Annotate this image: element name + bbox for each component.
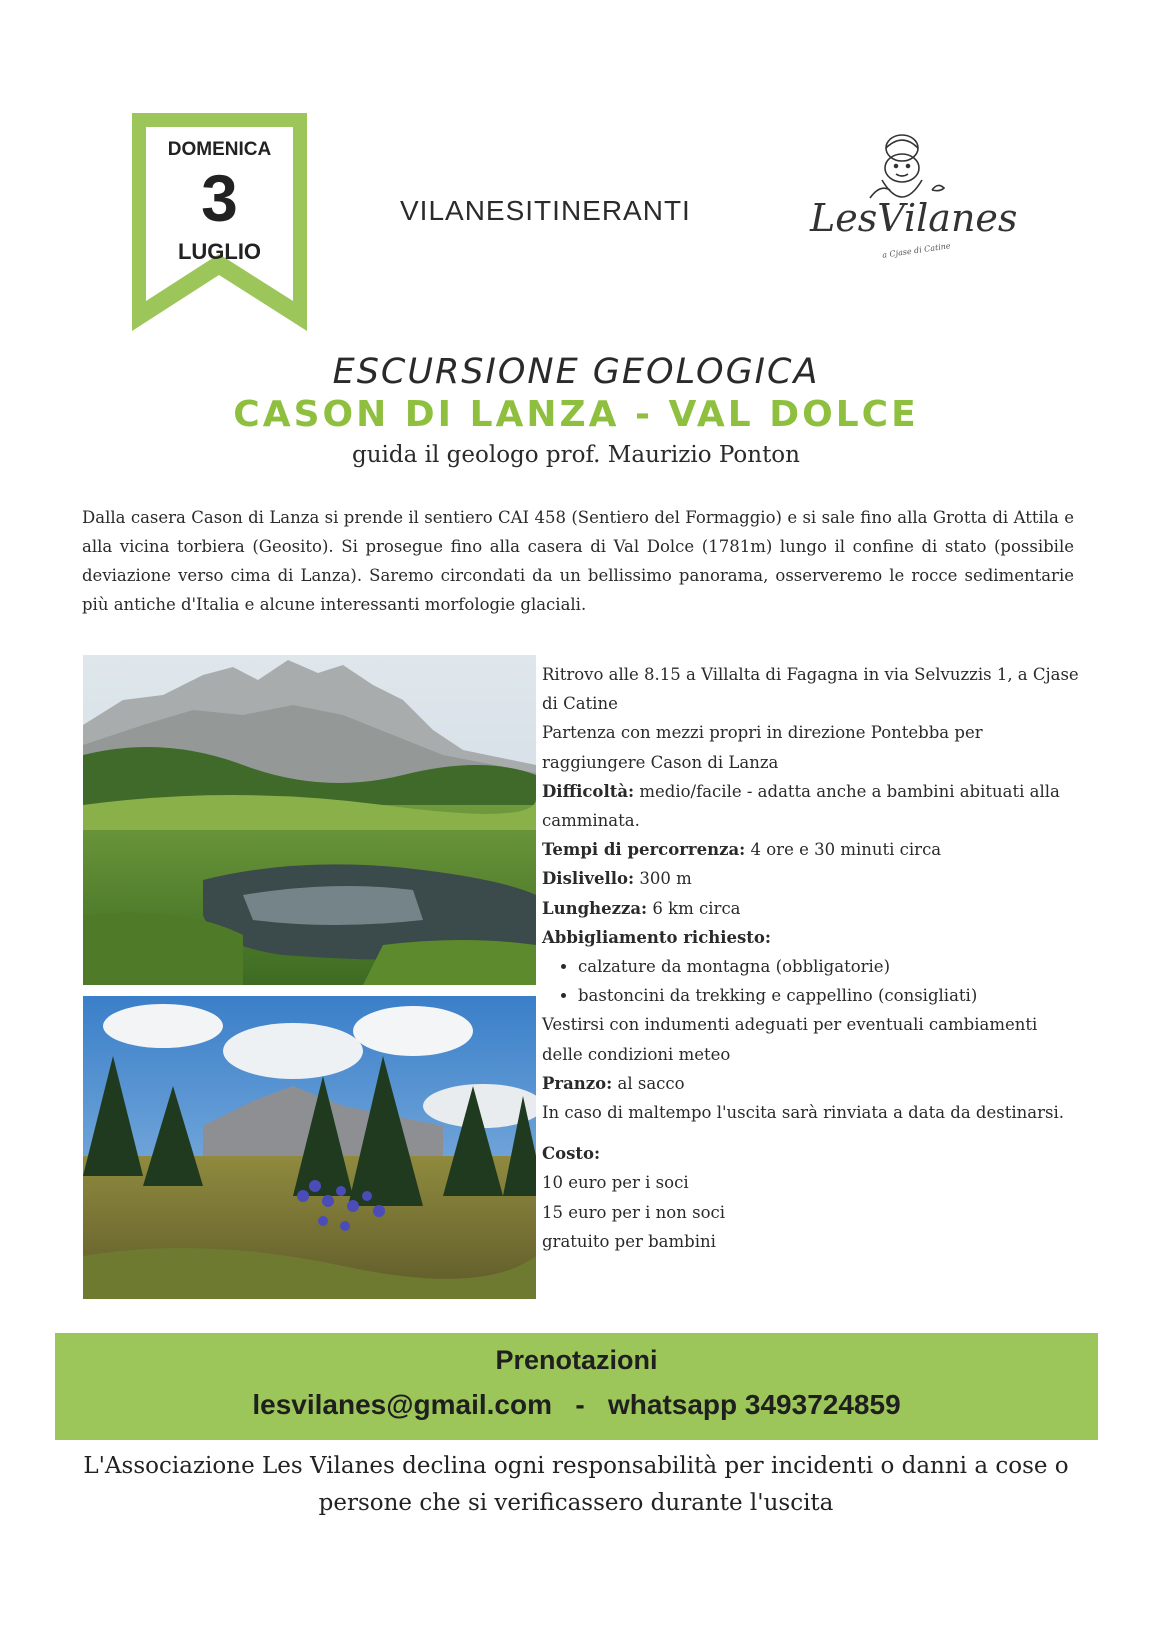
cost-item: 15 euro per i non soci [542, 1202, 726, 1222]
time-value: 4 ore e 30 minuti circa [745, 840, 942, 860]
clothing-label: Abbigliamento richiesto: [542, 927, 772, 947]
elevation-row [542, 864, 1082, 893]
main-title: ESCURSIONE GEOLOGICA [332, 352, 820, 392]
booking-contacts: lesvilanes@gmail.com - whatsapp 3493724859 [252, 1389, 901, 1420]
logo-wordmark: LesVilanes [810, 196, 1018, 240]
length-row [542, 894, 1082, 923]
list-item: • bastoncini da trekking e cappellino (consigliati) [578, 981, 1082, 1010]
date-banner [132, 113, 307, 331]
intro-paragraph: Dalla casera Cason di Lanza si prende il sentiero CAI 458 (Sentiero del Formaggio) e si sale fino alla Grotta di Attila e alla vicina torbiera (Geosito). Si prosegue fino alla casera di Val Dolce (1781m) lungo il confine di stato (possibile deviazione verso cima di Lanza). Saremo circondati da un bellissimo panorama, osserveremo le rocce sedimentarie più antiche d'Italia e alcune interessanti morfologie glaciali. [82, 508, 1074, 614]
photo-forest-flowers [83, 996, 536, 1299]
date-month: LUGLIO [177, 239, 262, 264]
photo-mountain-pond [83, 655, 536, 985]
series-title: VILANESITINERANTI [400, 195, 691, 226]
elevation-label: Dislivello: [542, 869, 635, 889]
clothing-row [542, 923, 1082, 952]
guide-line: guida il geologo prof. Maurizio Ponton [352, 442, 800, 468]
date-day-number: 3 [201, 161, 238, 235]
cost-label: Costo: [542, 1144, 601, 1164]
meeting-info: Ritrovo alle 8.15 a Villalta di Fagagna in via Selvuzzis 1, a Cjase di Catine [542, 665, 1079, 714]
length-value: 6 km circa [647, 898, 741, 918]
length-label: Lunghezza: [542, 898, 648, 918]
cost-item: gratuito per bambini [542, 1231, 716, 1251]
route-subtitle: CASON DI LANZA - VAL DOLCE [233, 394, 919, 435]
lunch-row [542, 1069, 1082, 1098]
time-row [542, 835, 1082, 864]
weather-note: In caso di maltempo l'uscita sarà rinviata a data da destinarsi. [542, 1103, 1064, 1123]
lunch-label: Pranzo: [542, 1073, 613, 1093]
lunch-value: al sacco [612, 1073, 685, 1093]
les-vilanes-logo [810, 128, 1018, 278]
time-label: Tempi di percorrenza: [542, 840, 746, 860]
list-item: • calzature da montagna (obbligatorie) [578, 952, 1082, 981]
booking-band [55, 1333, 1098, 1440]
dress-note: Vestirsi con indumenti adeguati per eventuali cambiamenti delle condizioni meteo [542, 1015, 1038, 1064]
elevation-value: 300 m [634, 869, 692, 889]
departure-info: Partenza con mezzi propri in direzione Pontebba per raggiungere Cason di Lanza [542, 723, 983, 772]
date-day-label: DOMENICA [167, 139, 272, 160]
logo-subtitle: a Cjase di Catine [881, 241, 952, 260]
cost-row [542, 1139, 1082, 1168]
difficulty-label: Difficoltà: [542, 781, 635, 801]
booking-title: Prenotazioni [495, 1345, 658, 1375]
difficulty-value: medio/facile - adatta anche a bambini abituati alla camminata. [542, 781, 1060, 831]
event-details [542, 660, 1082, 1256]
disclaimer: L'Associazione Les Vilanes declina ogni responsabilità per incidenti o danni a cose o persone che si verificassero durante l'uscita [83, 1453, 1069, 1516]
clothing-list [542, 952, 1082, 1010]
difficulty-row [542, 777, 1082, 835]
cost-item: 10 euro per i soci [542, 1173, 689, 1193]
